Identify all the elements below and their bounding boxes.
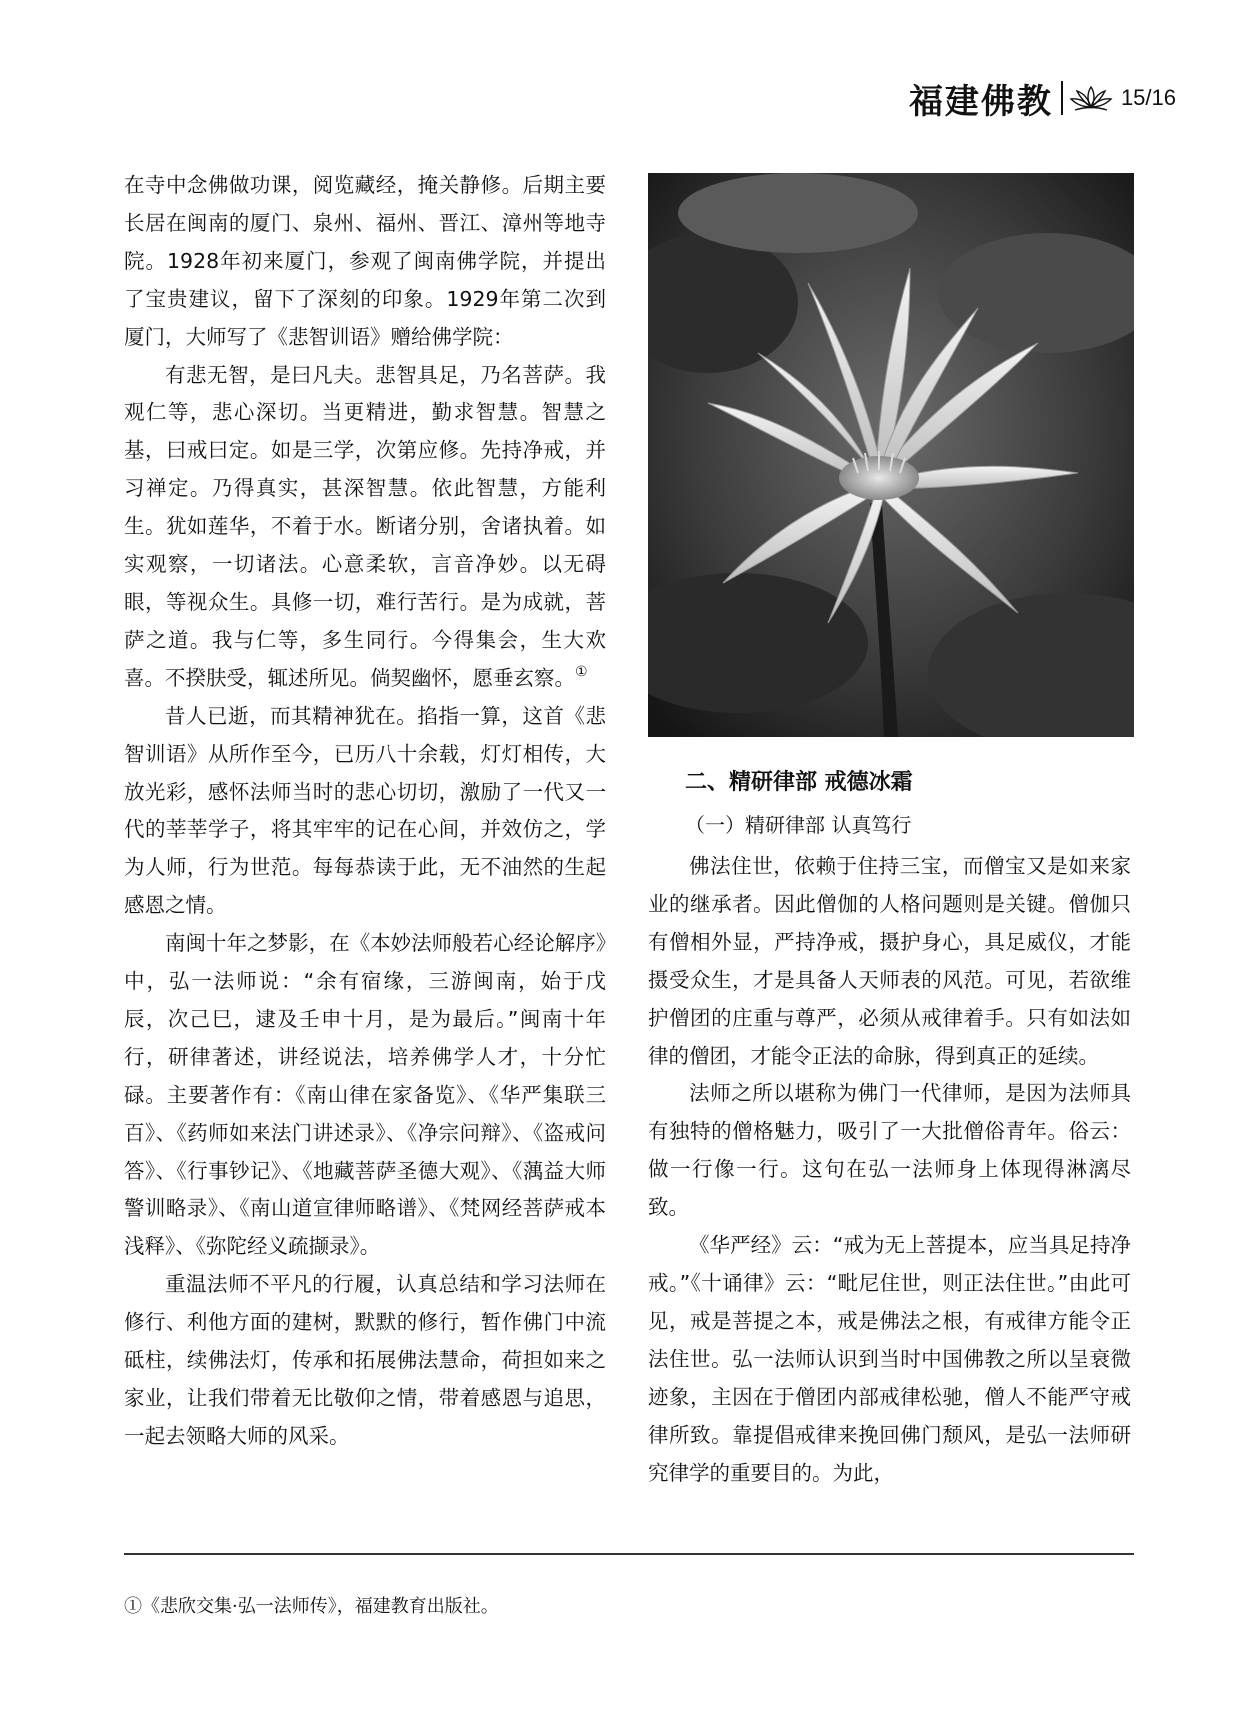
page-header bbox=[908, 78, 1176, 122]
lotus-photo bbox=[648, 173, 1134, 737]
magazine-title: 福建佛教 bbox=[908, 81, 1053, 122]
lotus-flower-image bbox=[648, 173, 1134, 737]
lotus-logo-icon bbox=[1069, 83, 1113, 113]
paragraph: 在寺中念佛做功课，阅览藏经，掩关静修。后期主要长居在闽南的厦门、泉州、福州、晋江、漳州等地寺院。1928年初来厦门，参观了闽南佛学院，并提出了宝贵建议，留下了深刻的印象。1929年第二次到厦门，大师写了《悲智训语》赠给佛学院： bbox=[124, 173, 606, 349]
paragraph: 重温法师不平凡的行履，认真总结和学习法师在修行、利他方面的建树，默默的修行，暂作佛门中流砥柱，续佛法灯，传承和拓展佛法慧命，荷担如来之家业，让我们带着无比敬仰之情，带着感恩与追思，一起去领略大师的风采。 bbox=[124, 1272, 606, 1448]
footnote: ①《悲欣交集·弘一法师传》，福建教育出版社。 bbox=[124, 1596, 499, 1617]
footnote-mark: ① bbox=[575, 663, 588, 680]
left-column bbox=[124, 167, 606, 1456]
footnote-divider bbox=[124, 1553, 1134, 1555]
paragraph: 南闽十年之梦影，在《本妙法师般若心经论解序》中，弘一法师说：“余有宿缘，三游闽南，始于戊辰，次己巳，逮及壬申十月，是为最后。”闽南十年行，研律著述，讲经说法，培养佛学人才，十分忙碌。主要著作有：《南山律在家备览》、《华严集联三百》、《药师如来法门讲述录》、《净宗问辩》、《盗戒问答》、《行事钞记》、《地藏菩萨圣德大观》、《蕅益大师警训略录》、《南山道宣律师略谱》、《梵网经菩萨戒本浅释》、《弥陀经义疏撷录》。 bbox=[124, 931, 606, 1259]
section-subtitle: （一）精研律部 认真笃行 bbox=[685, 813, 912, 837]
paragraph: 法师之所以堪称为佛门一代律师，是因为法师具有独特的僧格魅力，吸引了一大批僧俗青年。俗云：做一行像一行。这句在弘一法师身上体现得淋漓尽致。 bbox=[648, 1081, 1131, 1220]
paragraph: 昔人已逝，而其精神犹在。掐指一算，这首《悲智训语》从所作至今，已历八十余载，灯灯相传，大放光彩，感怀法师当时的悲心切切，激励了一代又一代的莘莘学子，将其牢牢的记在心间，并效仿之，学为人师，行为世范。每每恭读于此，无不油然的生起感恩之情。 bbox=[124, 703, 606, 918]
paragraph: 佛法住世，依赖于住持三宝，而僧宝又是如来家业的继承者。因此僧伽的人格问题则是关键。僧伽只有僧相外显，严持净戒，摄护身心，具足威仪，才能摄受众生，才是具备人天师表的风范。可见，若欲维护僧团的庄重与尊严，必须从戒律着手。只有如法如律的僧团，才能令正法的命脉，得到真正的延续。 bbox=[648, 854, 1131, 1068]
paragraph: 《华严经》云：“戒为无上菩提本，应当具足持净戒。”《十诵律》云：“毗尼住世，则正法住世。”由此可见，戒是菩提之本，戒是佛法之根，有戒律方能令正法住世。弘一法师认识到当时中国佛教之所以呈衰微迹象，主因在于僧团内部戒律松驰，僧人不能严守戒律所致。靠提倡戒律来挽回佛门颓风，是弘一法师研究律学的重要目的。为此， bbox=[648, 1233, 1131, 1485]
page-number: 15/16 bbox=[1120, 85, 1176, 110]
section-title: 二、精研律部 戒德冰霜 bbox=[685, 770, 913, 795]
header-divider bbox=[1061, 81, 1063, 115]
paragraph bbox=[124, 357, 606, 698]
right-column bbox=[648, 848, 1131, 1492]
paragraph-text: 有悲无智，是曰凡夫。悲智具足，乃名菩萨。我观仁等，悲心深切。当更精进，勤求智慧。智慧之基，曰戒曰定。如是三学，次第应修。先持净戒，并习禅定。乃得真实，甚深智慧。依此智慧，方能利生。犹如莲华，不着于水。断诸分别，舍诸执着。如实观察，一切诸法。心意柔软，言音净妙。以无碍眼，等视众生。具修一切，难行苦行。是为成就，菩萨之道。我与仁等，多生同行。今得集会，生大欢喜。不揆肤受，辄述所见。倘契幽怀，愿垂玄察。 bbox=[124, 362, 606, 690]
